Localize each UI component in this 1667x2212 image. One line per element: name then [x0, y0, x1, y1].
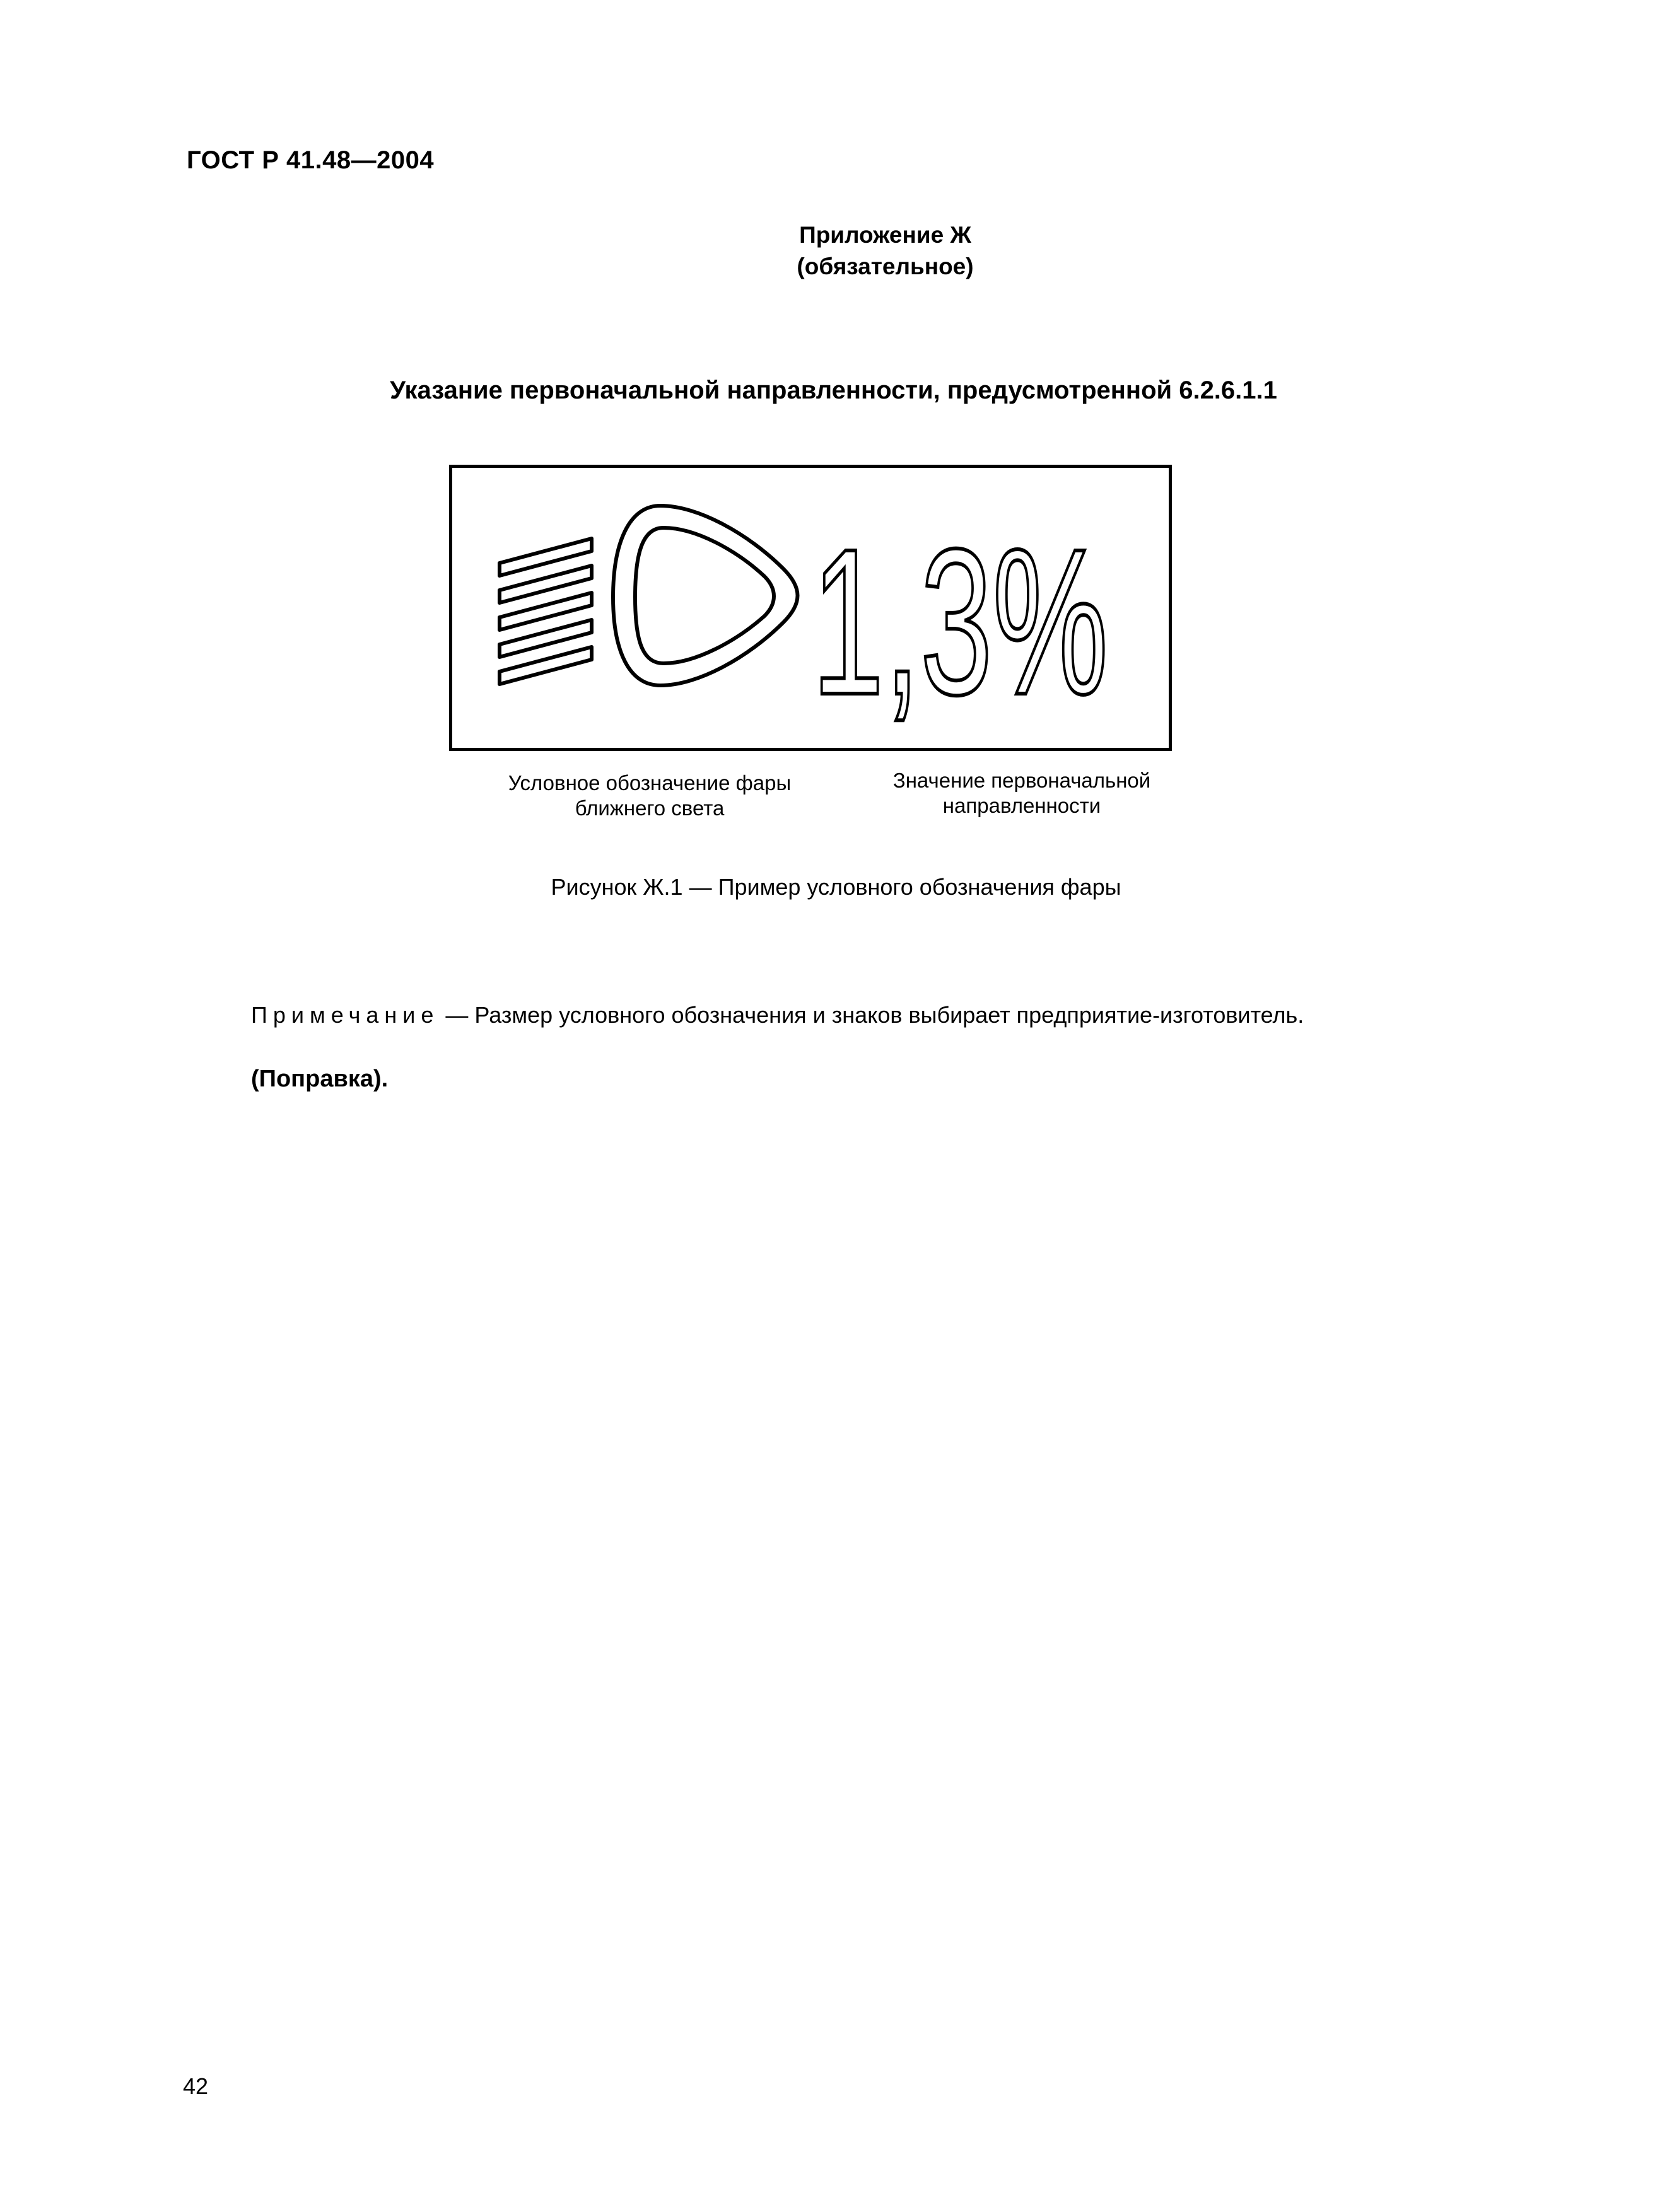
note-label: Примечание [251, 1002, 440, 1028]
lamp-icon [613, 506, 798, 685]
note-text: — Размер условного обозначения и знаков выбирает предприятие-изготовитель. [439, 1002, 1304, 1028]
caption-value-line1: Значение первоначальной [892, 769, 1151, 792]
appendix-status: (обязательное) [797, 253, 974, 279]
caption-lamp-line2: ближнего света [575, 796, 725, 820]
caption-lamp-line1: Условное обозначение фары [508, 771, 792, 795]
headlamp-marking-figure [449, 465, 1172, 751]
headlamp-marking-symbol [452, 468, 1169, 748]
section-title: Указание первоначальной направленности, предусмотренной 6.2.6.1.1 [390, 376, 1277, 404]
caption-lamp-symbol [492, 771, 807, 821]
note [251, 1002, 1304, 1028]
caption-inclination-value [864, 768, 1179, 818]
symbol-value: 1,3% [812, 505, 1108, 738]
appendix-title: Приложение Ж [799, 222, 971, 248]
amendment: (Поправка). [251, 1066, 389, 1092]
document-code: ГОСТ Р 41.48—2004 [187, 146, 435, 174]
caption-value-line2: направленности [942, 794, 1101, 817]
figure-title: Рисунок Ж.1 — Пример условного обозначения фары [551, 874, 1121, 900]
page-number: 42 [183, 2073, 209, 2099]
